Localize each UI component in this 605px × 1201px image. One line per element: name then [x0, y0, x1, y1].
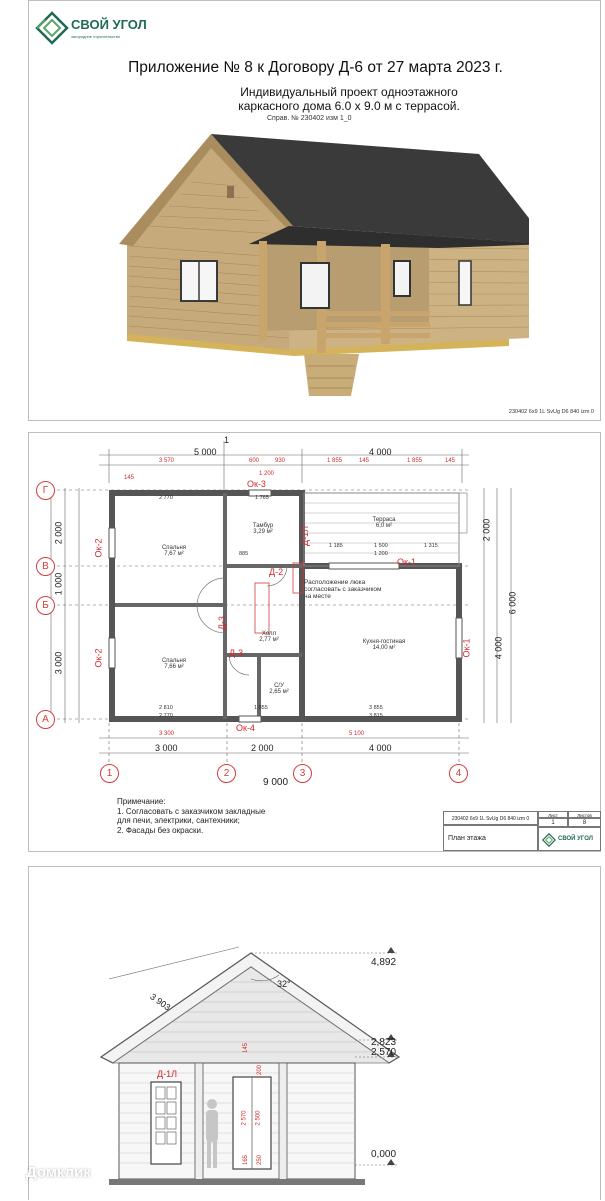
dim-top-4000: 4 000 — [369, 447, 392, 457]
hatch-note: Расположение люка согласовать с заказчиком на месте — [304, 579, 382, 600]
room-area: 3,29 м² — [253, 529, 273, 535]
vdim-250: 250 — [257, 1154, 264, 1166]
door-d2: Д-2 — [269, 567, 284, 577]
stamp-code: 230402 6x9 1L SvUg D6 840 izm 0 — [443, 811, 538, 825]
room-bedroom-2 — [139, 658, 209, 670]
section-mark: 1 — [224, 435, 230, 445]
dim-inner: 1 200 — [374, 551, 388, 557]
company-logo — [35, 11, 155, 51]
vdim-2570: 2 570 — [241, 1110, 248, 1126]
stamp-sheet-label: Лист — [538, 811, 568, 818]
dim-left-1000: 1 000 — [53, 572, 64, 596]
room-area: 2,65 м² — [269, 689, 289, 695]
vdim-2500: 2 500 — [255, 1110, 262, 1126]
vdim-165: 165 — [243, 1154, 250, 1166]
plan-notes — [117, 797, 265, 835]
stamp-sheets-label: Листов — [568, 811, 601, 818]
room-bathroom — [259, 683, 299, 695]
dim-inner: 1 315 — [424, 543, 438, 549]
dim-bottom-3000: 3 000 — [155, 743, 178, 753]
door-d3-b: Д-3 — [229, 648, 244, 658]
dim-left-2000: 2 000 — [53, 521, 64, 545]
dim-inner: 1 500 — [374, 543, 388, 549]
stamp-logo-cell — [538, 827, 601, 851]
door-d1l: Д-1Л — [300, 525, 311, 547]
logo-name: СВОЙ УГОЛ — [71, 17, 147, 32]
vdim-145: 145 — [243, 1042, 250, 1054]
reference-number: Справ. № 230402 изм 1_0 — [267, 115, 352, 122]
roof-angle: 32° — [277, 979, 291, 989]
dim-inner: 1 765 — [255, 495, 269, 501]
dim-bottom-inner-3300: 3 300 — [159, 731, 175, 737]
subtitle-line-1: Индивидуальный проект одноэтажного — [240, 85, 458, 99]
dim-inner: 3 855 — [369, 705, 383, 711]
level-ridge: 4,892 — [371, 957, 397, 968]
stamp-logo-name: СВОЙ УГОЛ — [558, 836, 593, 842]
floor-plan-drawing — [29, 433, 602, 803]
dim-top-600: 600 — [249, 458, 260, 464]
footer-code: 230402 6x9 1L SvUg D6 840 izm 0 — [508, 409, 594, 415]
door-d3-a: Д-3 — [217, 615, 228, 631]
dim-top-small-145: 145 — [124, 475, 135, 481]
note-line-2: для печи, электрики, сантехники; — [117, 816, 240, 825]
window-ok2-bottom: Ок-2 — [93, 648, 104, 668]
room-name: Спальня — [161, 658, 187, 664]
cover-sheet — [28, 0, 601, 421]
dim-inner: 1 855 — [254, 705, 268, 711]
logo-tagline: загородное строительство — [71, 34, 121, 39]
room-terrace — [349, 517, 419, 529]
watermark-icon — [6, 1162, 23, 1179]
dim-inner: 2 770 — [159, 713, 173, 719]
dim-bottom-2000: 2 000 — [251, 743, 274, 753]
room-hall — [249, 631, 289, 643]
axis-letter-g: Г — [36, 481, 55, 500]
window-ok3: Ок-3 — [247, 479, 266, 489]
floor-plan-sheet — [28, 432, 601, 852]
room-area: 7,66 м² — [164, 664, 184, 670]
logo-icon — [35, 11, 69, 45]
watermark-text: Домклик — [26, 1164, 91, 1181]
dim-top-5000: 5 000 — [194, 447, 217, 457]
room-name: Терраса — [372, 517, 396, 523]
subtitle-line-2: каркасного дома 6.0 х 9.0 м с террасой. — [238, 99, 460, 113]
facade-sheet — [28, 866, 601, 1200]
dim-inner: 3 815 — [369, 713, 383, 719]
axis-number-1: 1 — [100, 764, 119, 783]
room-name: Тамбур — [252, 523, 274, 529]
dim-top-3570: 3 570 — [159, 458, 175, 464]
dim-inner: 2 810 — [159, 705, 173, 711]
logo-icon — [542, 833, 556, 847]
dim-inner: 2 770 — [159, 495, 173, 501]
dim-bottom-inner-5100: 5 100 — [349, 731, 365, 737]
dim-top-1855b: 1 855 — [407, 458, 423, 464]
facade-drawing — [29, 867, 602, 1201]
level-wall: 2,570 — [371, 1047, 397, 1058]
axis-letter-a: А — [36, 710, 55, 729]
note-line-1: 1. Согласовать с заказчиком закладные — [117, 806, 266, 816]
dim-top-1855a: 1 855 — [327, 458, 343, 464]
room-name: Кухня-гостиная — [362, 639, 406, 645]
page-title: Приложение № 8 к Договору Д-6 от 27 марта 2023 г. — [128, 59, 503, 76]
axis-letter-v: В — [36, 557, 55, 576]
house-render — [89, 126, 529, 401]
room-vestibule — [229, 523, 297, 535]
level-zero: 0,000 — [371, 1149, 397, 1160]
note-line-3: 2. Фасады без окраски. — [117, 825, 204, 835]
room-name: Спальня — [161, 545, 187, 551]
dim-top-145: 145 — [359, 458, 370, 464]
dim-right-4000: 4 000 — [493, 636, 504, 660]
dim-bottom-total: 9 000 — [263, 777, 289, 788]
window-ok2-top: Ок-2 — [93, 538, 104, 558]
level-eave: 2,823 — [371, 1037, 397, 1048]
room-area: 2,77 м² — [259, 637, 279, 643]
rafter-length: 3 903 — [148, 991, 173, 1013]
dim-inner: 885 — [239, 551, 249, 557]
room-area: 7,67 м² — [164, 551, 184, 557]
domclick-watermark — [6, 1162, 91, 1181]
window-ok4: Ок-4 — [236, 723, 255, 733]
room-area: 6,0 м² — [375, 523, 393, 529]
vdim-200: 200 — [257, 1064, 264, 1076]
window-ok1-right: Ок-1 — [461, 638, 472, 658]
room-area: 14,00 м² — [372, 645, 396, 651]
title-block — [443, 807, 601, 853]
room-name: Холл — [261, 631, 277, 637]
dim-top-145b: 145 — [445, 458, 456, 464]
stamp-sheet: 1 — [538, 818, 568, 827]
dim-top-930: 930 — [275, 458, 286, 464]
door-label: Д-1Л — [157, 1069, 178, 1079]
dim-top-small-1200: 1 200 — [259, 471, 275, 477]
axis-number-3: 3 — [293, 764, 312, 783]
window-ok1-terrace: Ок-1 — [397, 557, 416, 567]
dim-left-3000: 3 000 — [53, 651, 64, 675]
axis-number-2: 2 — [217, 764, 236, 783]
stamp-sheets: 8 — [568, 818, 601, 827]
axis-number-4: 4 — [449, 764, 468, 783]
notes-title: Примечание: — [117, 797, 166, 806]
dim-right-2000: 2 000 — [481, 518, 492, 542]
dim-inner: 1 185 — [329, 543, 343, 549]
room-name: С/У — [274, 683, 284, 689]
room-kitchen-living — [349, 639, 419, 651]
stamp-title: План этажа — [443, 825, 538, 851]
dim-right-6000: 6 000 — [507, 591, 518, 615]
axis-letter-b: Б — [36, 596, 55, 615]
dim-bottom-4000: 4 000 — [369, 743, 392, 753]
room-bedroom-1 — [139, 545, 209, 557]
